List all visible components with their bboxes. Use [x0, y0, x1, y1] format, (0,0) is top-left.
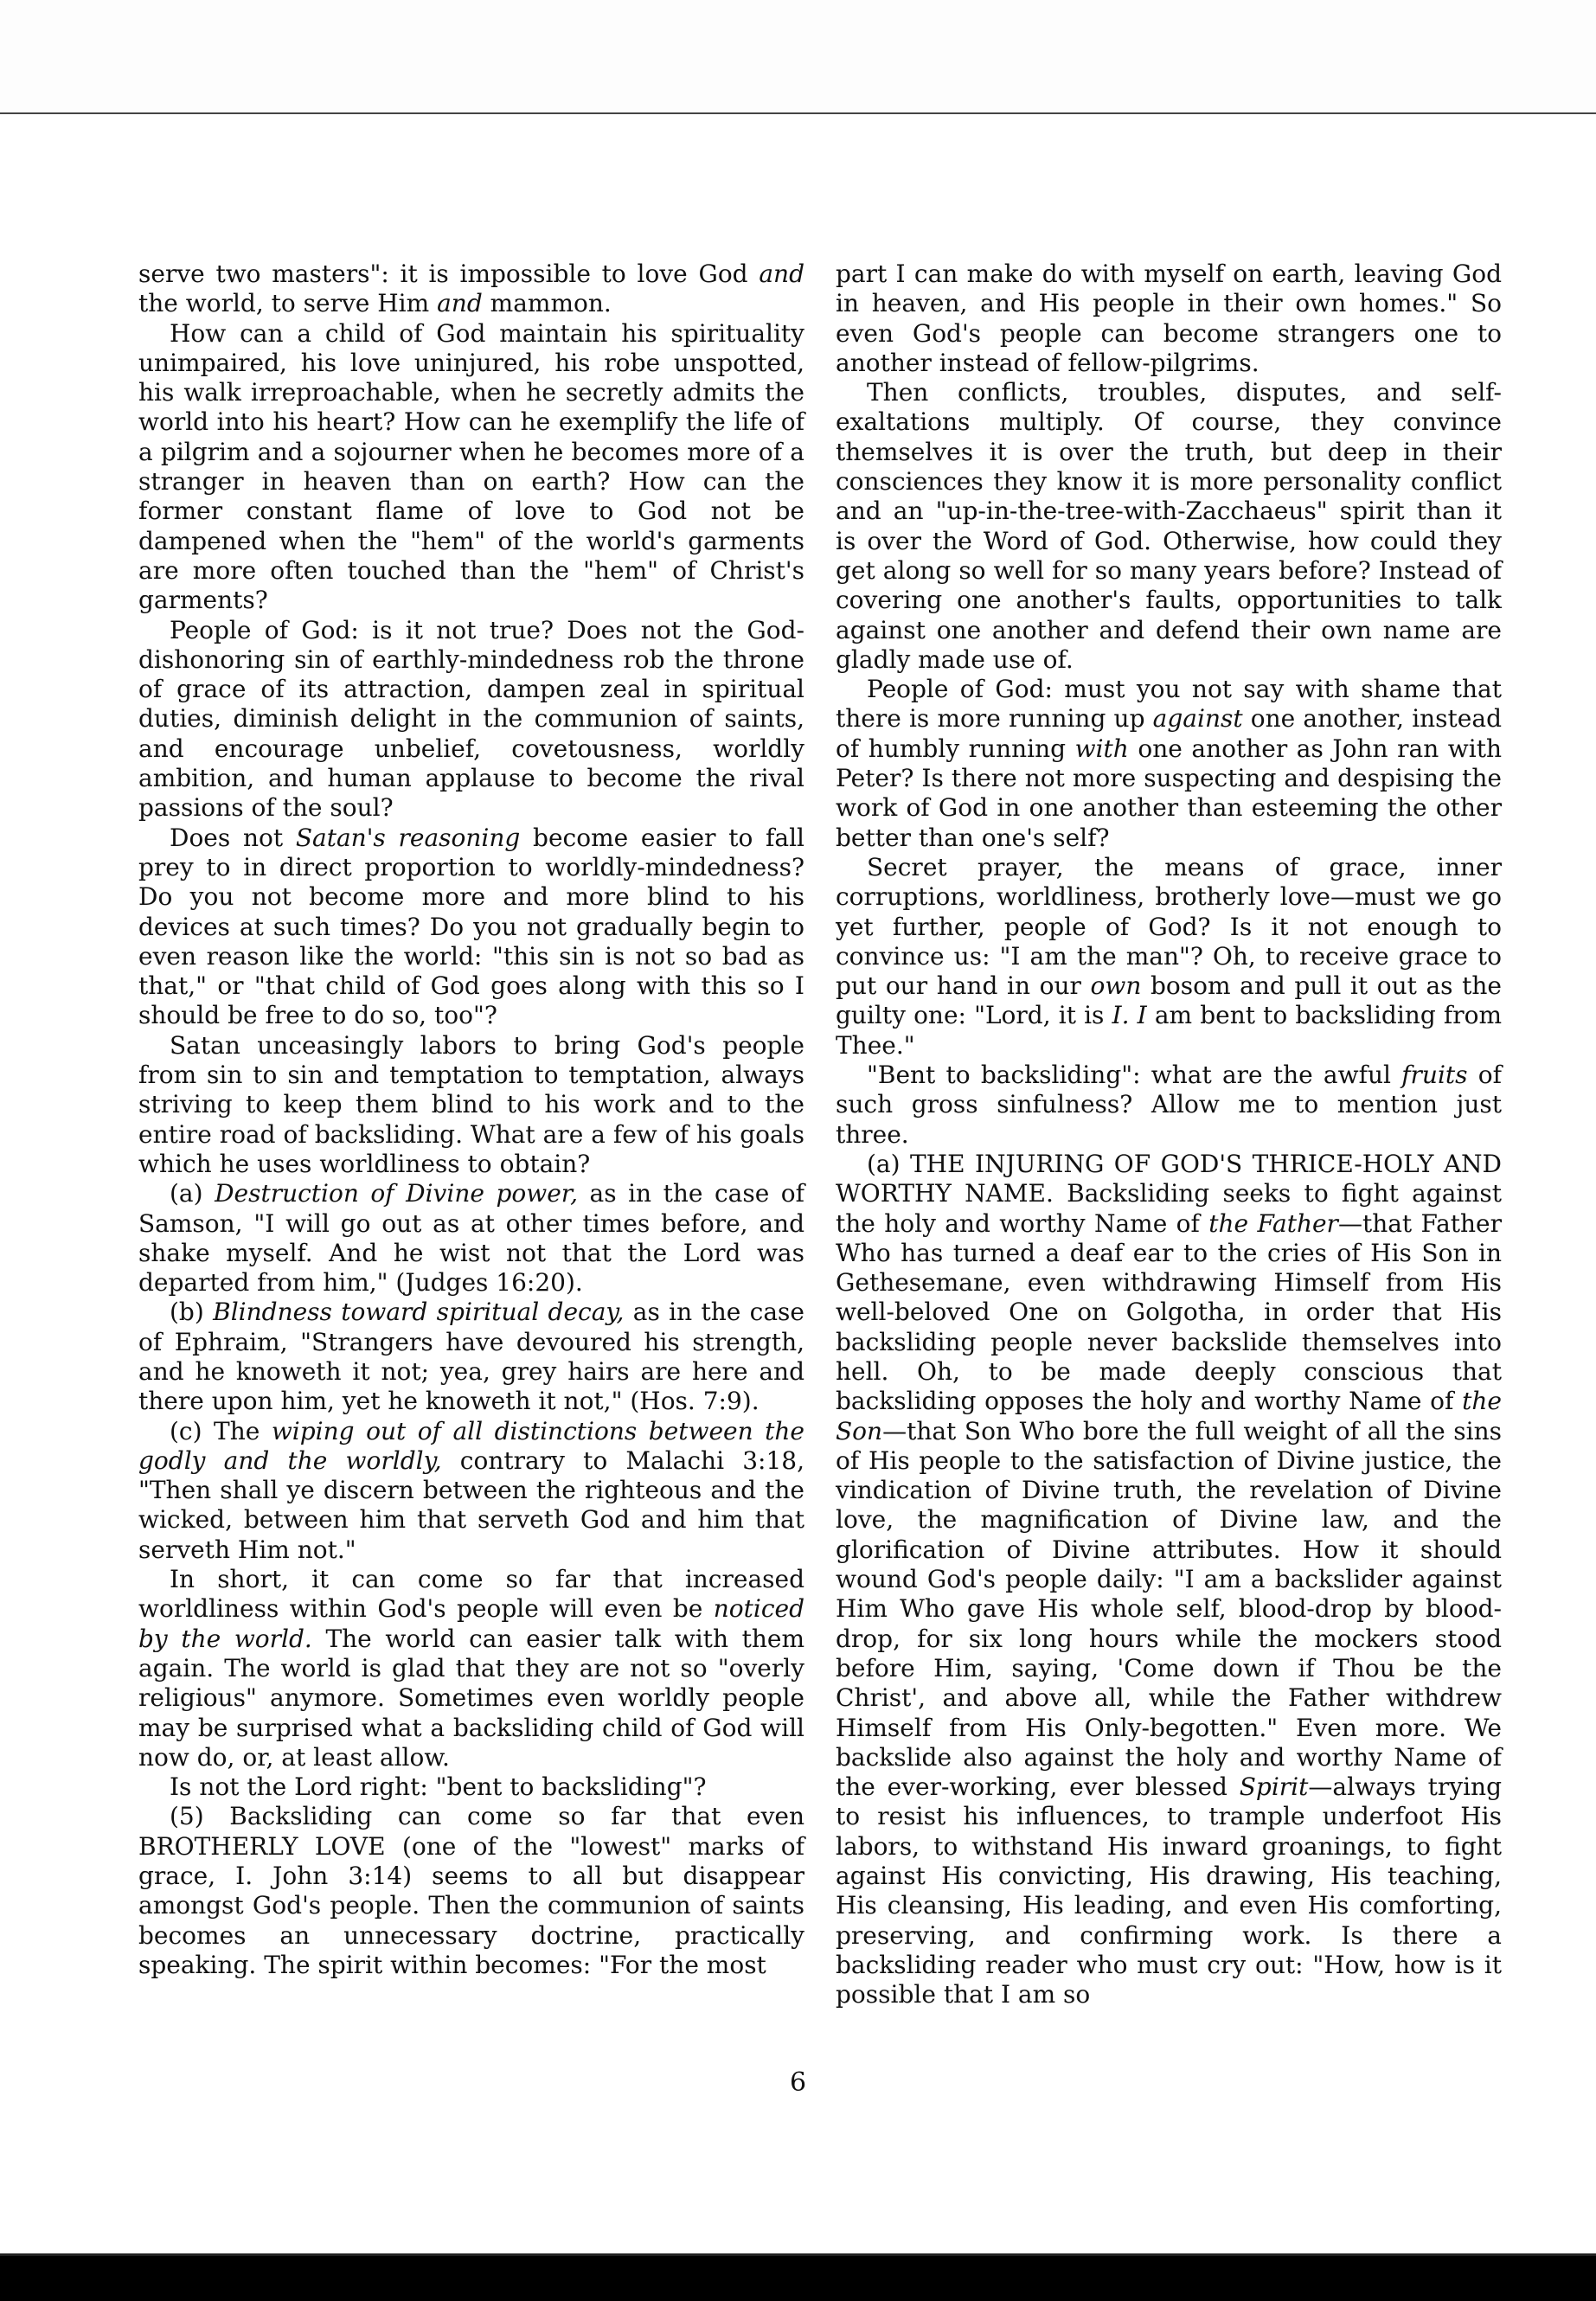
left-paragraph-7: (b) Blindness toward spiritual decay, as in the case of Ephraim, "Strangers have devoured his strength, and he knoweth it not; yea, grey hairs are here and there upon him, yet he knoweth it not," (Hos. 7:9).	[138, 1298, 804, 1416]
left-paragraph-5: Satan unceasingly labors to bring God's people from sin to sin and temptation to temptation, always striving to keep them blind to his work and to the entire road of backsliding. What are a few of his goals which he uses worldliness to obtain?	[138, 1030, 804, 1178]
left-paragraph-1: serve two masters": it is impossible to love God and the world, to serve Him and mammon.	[138, 260, 804, 318]
right-paragraph-6: (a) THE INJURING OF GOD'S THRICE-HOLY AND WORTHY NAME. Backsliding seeks to fight against the holy and worthy Name of the Father—that Father Who has turned a deaf ear to the cries of His Son in Gethesemane, even withdrawing Himself from His well-beloved One on Golgotha, in order that His backsliding people never backslide themselves into hell. Oh, to be made deeply conscious that backsliding opposes the holy and worthy Name of the Son—that Son Who bore the full weight of all the sins of His people to the satisfaction of Divine justice, the vindication of Divine truth, the revelation of Divine love, the magnification of Divine law, and the glorification of Divine attributes. How it should wound God's people daily: "I am a backslider against Him Who gave His whole self, blood-drop by blood-drop, for six long hours while the mockers stood before Him, saying, 'Come down if Thou be the Christ', and above all, while the Father withdrew Himself from His Only-begotten." Even more. We backslide also against the holy and worthy Name of the ever-working, ever blessed Spirit—always trying to resist his influences, to trample underfoot His labors, to withstand His inward groanings, to fight against His convicting, His drawing, His teaching, His cleansing, His leading, and even His comforting, preserving, and confirming work. Is there a backsliding reader who must cry out: "How, how is it possible that I am so	[836, 1149, 1502, 2009]
left-paragraph-2: How can a child of God maintain his spirituality unimpaired, his love uninjured, his robe unspotted, his walk irreproachable, when he secretly admits the world into his heart? How can he exemplify the life of a pilgrim and a sojourner when he becomes more of a stranger in heaven than on earth? How can the former constant flame of love to God not be dampened when the "hem" of the world's garments are more often touched than the "hem" of Christ's garments?	[138, 318, 804, 615]
right-paragraph-4: Secret prayer, the means of grace, inner corruptions, worldliness, brotherly love—must we go yet further, people of God? Is it not enough to convince us: "I am the man"? Oh, to receive grace to put our hand in our own bosom and pull it out as the guilty one: "Lord, it is I. I am bent to backsliding from Thee."	[836, 852, 1503, 1060]
left-paragraph-3: People of God: is it not true? Does not the God-dishonoring sin of earthly-mindedness rob the throne of grace of its attraction, dampen zeal in spiritual duties, diminish delight in the communion of saints, and encourage unbelief, covetousness, worldly ambition, and human applause to become the rival passions of the soul?	[138, 615, 804, 823]
scan-bottom-margin	[0, 2256, 1596, 2301]
left-paragraph-4: Does not Satan's reasoning become easier to fall prey to in direct proportion to worldly-mindedness? Do you not become more and more blind to his devices at such times? Do you not gradually begin to even reason like the world: "this sin is not so bad as that," or "that child of God goes along with this so I should be free to do so, too"?	[138, 823, 804, 1030]
right-paragraph-2: Then conflicts, troubles, disputes, and self-exaltations multiply. Of course, they convince themselves it is over the truth, but deep in their consciences they know it is more personality conflict and an "up-in-the-tree-with-Zacchaeus" spirit than it is over the Word of God. Otherwise, how could they get along so well for so many years before? Instead of covering one another's faults, opportunities to talk against one another and defend their own name are gladly made use of.	[836, 378, 1502, 674]
page-number: 6	[789, 2067, 807, 2098]
right-column	[836, 260, 1502, 2010]
right-paragraph-5: "Bent to backsliding": what are the awful fruits of such gross sinfulness? Allow me to mention just three.	[836, 1061, 1502, 1149]
left-paragraph-9: In short, it can come so far that increased worldliness within God's people will even be noticed by the world. The world can easier talk with them again. The world is glad that they are not so "overly religious" anymore. Sometimes even worldly people may be surprised what a backsliding child of God will now do, or, at least allow.	[138, 1565, 805, 1772]
left-paragraph-6: (a) Destruction of Divine power, as in the case of Samson, "I will go out as at other times before, and shake myself. And he wist not that the Lord was departed from him," (Judges 16:20).	[138, 1179, 804, 1298]
scan-top-margin	[0, 0, 1596, 111]
left-column	[138, 260, 804, 1980]
left-paragraph-8: (c) The wiping out of all distinctions between the godly and the worldly, contrary to Malachi 3:18, "Then shall ye discern between the righteous and the wicked, between him that serveth God and him that serveth Him not."	[138, 1416, 805, 1564]
left-paragraph-11: (5) Backsliding can come so far that even BROTHERLY LOVE (one of the "lowest" marks of grace, I. John 3:14) seems to all but disappear amongst God's people. Then the communion of saints becomes an unnecessary doctrine, practically speaking. The spirit within becomes: "For the most	[138, 1802, 804, 1979]
left-paragraph-10: Is not the Lord right: "bent to backsliding"?	[170, 1772, 707, 1802]
right-paragraph-1: part I can make do with myself on earth, leaving God in heaven, and His people in their own homes." So even God's people can become strangers one to another instead of fellow-pilgrims.	[836, 260, 1502, 377]
scan-top-edge	[0, 112, 1596, 114]
right-paragraph-3: People of God: must you not say with shame that there is more running up against one another, instead of humbly running with one another as John ran with Peter? Is there not more suspecting and despising the work of God in one another than esteeming the other better than one's self?	[836, 675, 1502, 852]
